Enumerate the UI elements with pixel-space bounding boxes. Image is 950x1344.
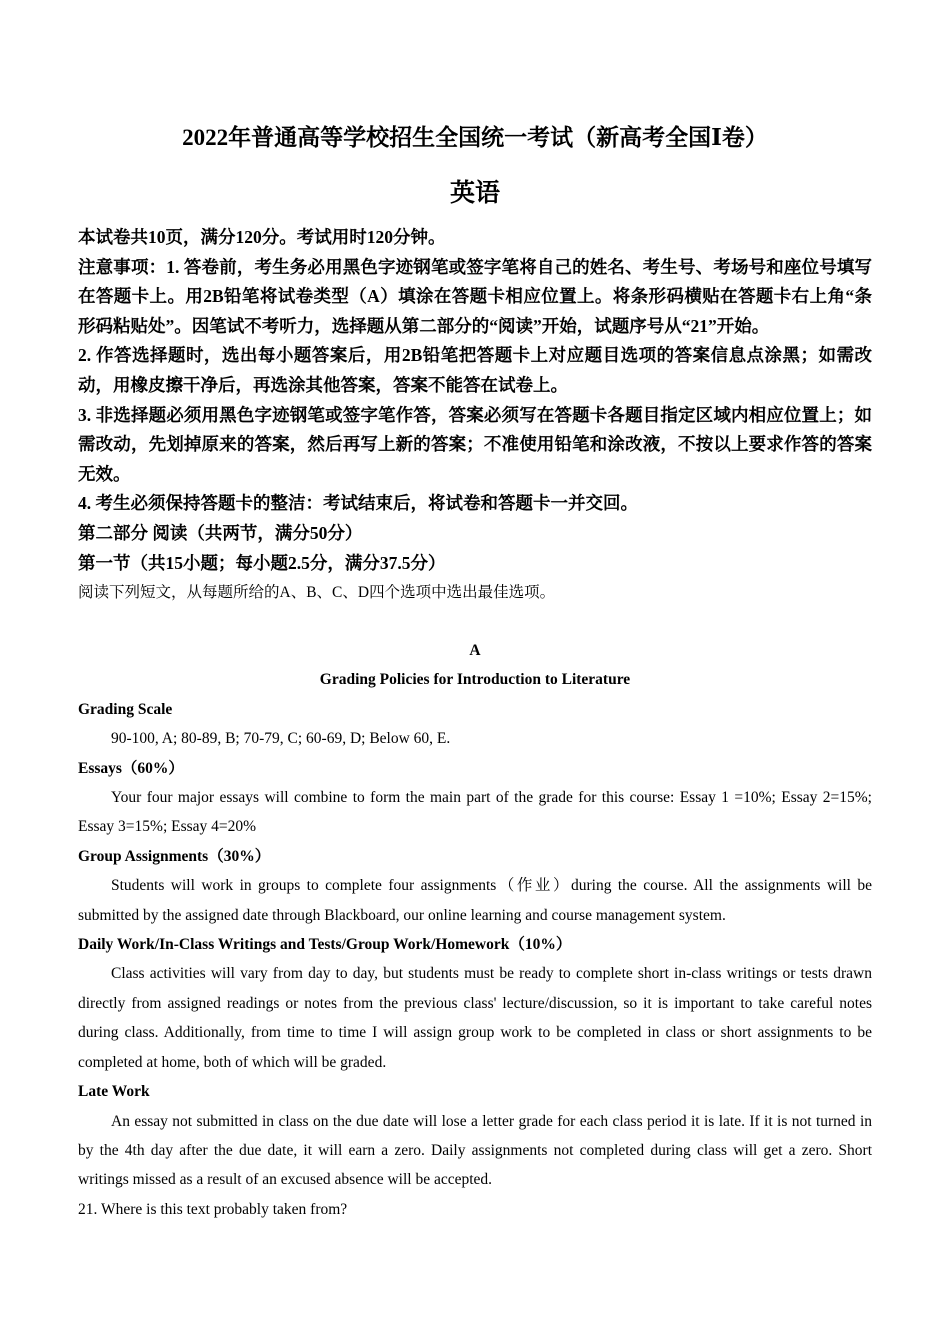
notice-item-3: 3. 非选择题必须用黑色字迹钢笔或签字笔作答，答案必须写在答题卡各题目指定区域内相应位置上；如需改动，先划掉原来的答案，然后再写上新的答案；不准使用铅笔和涂改液，不按以上要求作答的答案无效。 bbox=[78, 404, 872, 484]
section-text: Your four major essays will combine to form the main part of the grade for this course: Essay 1 =10%; Essay 2=15%; Essay 3=15%; Essay 4=20% bbox=[78, 789, 872, 836]
section-heading: Late Work bbox=[78, 1083, 150, 1101]
section-text: An essay not submitted in class on the due date will lose a letter grade for each class period it is late. If it is not turned in by the 4th day after the due date, it will earn a zero. Daily assignments not completed during class will get a zero. Short writings missed as a result of an excused absence will be accepted. bbox=[78, 1112, 872, 1189]
section-text: Class activities will vary from day to day, but students must be ready to complete short in-class writings or tests drawn directly from assigned readings or notes from the previous class' lecture/discussion, so it is important to take careful notes during class. Additionally, from time to time I will assign group work to be completed in class or short assignments to be completed at home, both of which will be graded. bbox=[78, 965, 872, 1071]
subject-title: 英语 bbox=[449, 180, 500, 207]
passage-title: Grading Policies for Introduction to Literature bbox=[319, 671, 631, 689]
reading-instruction: 阅读下列短文，从每题所给的A、B、C、D四个选项中选出最佳选项。 bbox=[78, 584, 556, 602]
section-heading: Daily Work/In-Class Writings and Tests/Group Work/Homework（10%） bbox=[78, 936, 572, 954]
exam-title: 2022年普通高等学校招生全国统一考试（新高考全国Ⅰ卷） bbox=[182, 125, 768, 150]
section-heading: Group Assignments（30%） bbox=[78, 847, 271, 865]
notice-item-2: 2. 作答选择题时，选出每小题答案后，用2B铅笔把答题卡上对应题目选项的答案信息点涂黑；如需改动，用橡皮擦干净后，再选涂其他答案，答案不能答在试卷上。 bbox=[78, 345, 872, 395]
question-21: 21. Where is this text probably taken from? bbox=[78, 1200, 348, 1218]
section-text: Students will work in groups to complete four assignments（作业）during the course. All the assignments will be submitted by the assigned date through Blackboard, our online learning and course management system. bbox=[78, 877, 872, 924]
passage-a bbox=[78, 636, 872, 1224]
section-heading: Essays（60%） bbox=[78, 759, 184, 777]
part2-heading: 第二部分 阅读（共两节，满分50分） bbox=[78, 522, 363, 543]
section-heading: Grading Scale bbox=[78, 700, 173, 718]
notice-item-4: 4. 考生必须保持答题卡的整洁：考试结束后，将试卷和答题卡一并交回。 bbox=[78, 493, 638, 514]
passage-letter: A bbox=[469, 642, 481, 659]
section-text: 90-100, A; 80-89, B; 70-79, C; 60-69, D; Below 60, E. bbox=[111, 730, 451, 748]
exam-notice bbox=[78, 223, 872, 608]
notice-item-1: 注意事项：1. 答卷前，考生务必用黑色字迹钢笔或签字笔将自己的姓名、考生号、考场号和座位号填写在答题卡上。用2B铅笔将试卷类型（A）填涂在答题卡相应位置上。将条形码横贴在答题卡右上角“条形码粘贴处”。因笔试不考听力，选择题从第二部分的“阅读”开始，试题序号从“21”开始。 bbox=[78, 256, 872, 336]
section1-heading: 第一节（共15小题；每小题2.5分，满分37.5分） bbox=[78, 552, 446, 573]
notice-summary: 本试卷共10页，满分120分。考试用时120分钟。 bbox=[78, 227, 446, 247]
